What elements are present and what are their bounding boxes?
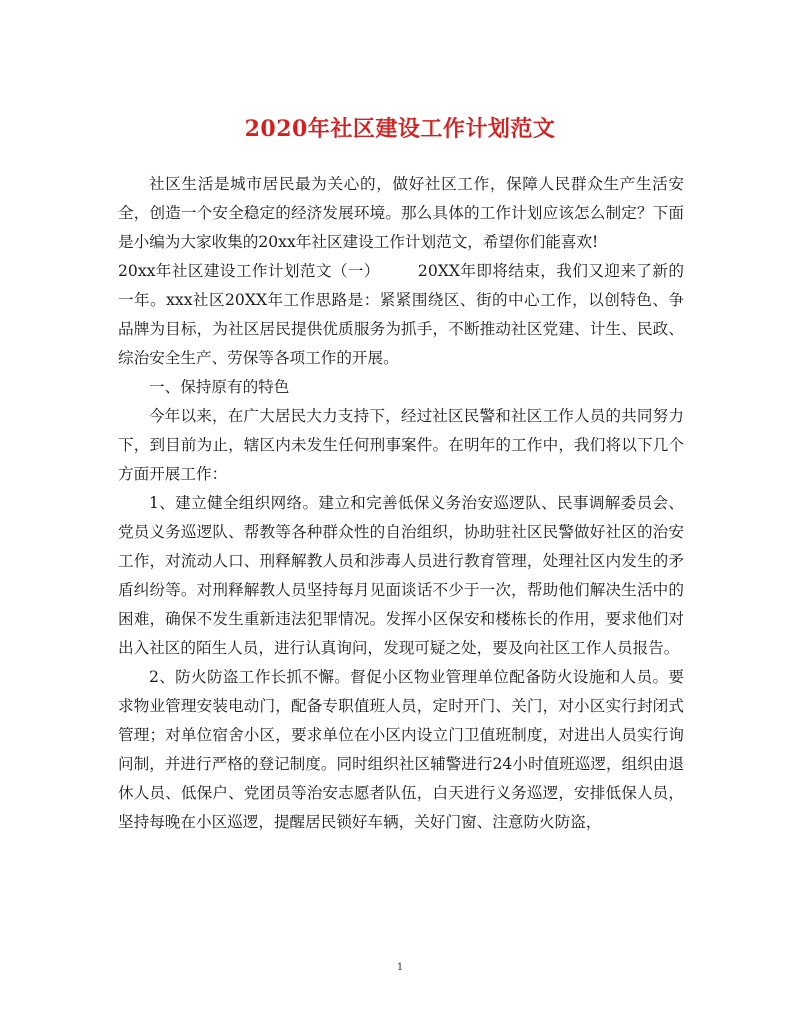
intro-paragraph: 社区生活是城市居民最为关心的，做好社区工作，保障人民群众生产生活安全，创造一个安全稳定的经济发展环境。那么具体的工作计划应该怎么制定？下面是小编为大家收集的20xx年社区建设工作计划范文，希望你们能喜欢!	[118, 175, 684, 251]
section-heading: 一、保持原有的特色	[149, 378, 290, 396]
document-title: 2020年社区建设工作计划范文	[244, 116, 556, 142]
item-2-paragraph: 2、防火防盗工作长抓不懈。督促小区物业管理单位配备防火设施和人员。要求物业管理安装电动门，配备专职值班人员，定时开门、关门，对小区实行封闭式管理；对单位宿舍小区，要求单位在小区内设立门卫值班制度，对进出人员实行询问制，并进行严格的登记制度。同时组织社区辅警进行24小时值班巡逻，组织由退休人员、低保户、党团员等治安志愿者队伍，白天进行义务巡逻，安排低保人员，坚持每晚在小区巡逻，提醒居民锁好车辆，关好门窗、注意防火防盗，	[118, 668, 684, 831]
page-number: 1	[396, 962, 404, 973]
plan-opening-paragraph: 20XX年即将结束，我们又迎来了新的一年。xxx社区20XX年工作思路是：紧紧围绕区、街的中心工作，以创特色、争品牌为目标，为社区居民提供优质服务为抓手，不断推动社区党建、计生、民政、综治安全生产、劳保等各项工作的开展。	[118, 262, 685, 367]
document-body	[118, 170, 684, 837]
plan-heading: 20xx年社区建设工作计划范文（一）	[118, 262, 380, 280]
plan-heading-line	[118, 257, 684, 373]
section-paragraph: 今年以来，在广大居民大力支持下，经过社区民警和社区工作人员的共同努力下，到目前为止，辖区内未发生任何刑事案件。在明年的工作中，我们将以下几个方面开展工作：	[118, 407, 684, 483]
item-1-paragraph: 1、建立健全组织网络。建立和完善低保义务治安巡逻队、民事调解委员会、党员义务巡逻队、帮教等各种群众性的自治组织，协助驻社区民警做好社区的治安工作，对流动人口、刑释解教人员和涉毒人员进行教育管理，处理社区内发生的矛盾纠纷等。对刑释解教人员坚持每月见面谈话不少于一次，帮助他们解决生活中的困难，确保不发生重新违法犯罪情况。发挥小区保安和楼栋长的作用，要求他们对出入社区的陌生人员，进行认真询问，发现可疑之处，要及向社区工作人员报告。	[118, 494, 684, 657]
